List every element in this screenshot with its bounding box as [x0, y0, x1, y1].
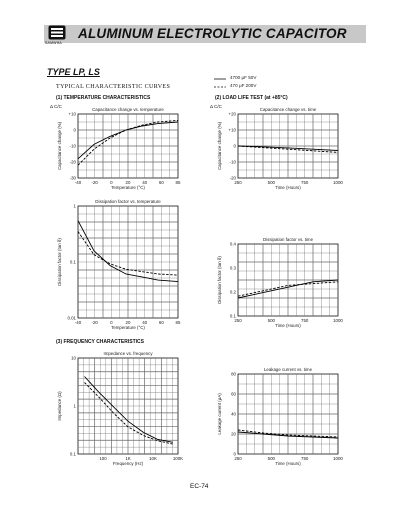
chart-cap-vs-temp: [48, 100, 198, 194]
legend-label-2: 470 μF 200V: [230, 83, 257, 88]
y-axis-label: Impedance (Ω): [57, 391, 62, 421]
y-tick-label: -10: [69, 143, 76, 149]
y-tick-label: 0.1: [229, 313, 236, 319]
y-tick-label: -20: [69, 159, 76, 165]
y-tick-label: +10: [68, 111, 76, 117]
y-tick-label: 1: [73, 403, 76, 409]
x-tick-label: 750: [301, 456, 309, 461]
samwha-logo-icon: [48, 25, 66, 40]
x-tick-label: 500: [267, 456, 275, 461]
series-line-2: [85, 383, 173, 445]
temperature-section-heading: (1) TEMPERATURE CHARACTERISTICS: [56, 95, 151, 101]
x-tick-label: 750: [301, 180, 309, 185]
y-tick-label: 0.01: [67, 315, 76, 321]
section-marker: (1): [56, 95, 64, 101]
x-tick-label: 60: [158, 180, 164, 185]
y-tick-label: 1: [73, 203, 76, 209]
y-tick-label: -30: [69, 175, 76, 181]
x-axis-label: Temperature (°C): [111, 185, 145, 190]
load-life-section-heading: (2) LOAD LIFE TEST (at +85°C): [215, 95, 288, 101]
x-tick-label: 60: [158, 320, 164, 325]
x-tick-label: 250: [234, 180, 242, 185]
chart-title: Capacitance change vs. time: [259, 107, 317, 112]
x-axis-label: Frequency (Hz): [112, 461, 144, 466]
chart-imp-vs-freq: [48, 344, 198, 470]
x-tick-label: 20: [125, 320, 131, 325]
x-tick-label: 40: [142, 180, 148, 185]
chart-title: Dissipation factor vs. temperature: [95, 199, 161, 204]
x-tick-label: 100: [99, 456, 107, 461]
y-tick-label: 60: [231, 391, 236, 397]
x-tick-label: 85: [175, 320, 181, 325]
y-tick-label: 20: [231, 431, 236, 437]
panel-label: Δ C/C: [210, 104, 223, 109]
frequency-section-heading: (3) FREQUENCY CHARACTERISTICS: [56, 339, 144, 345]
x-tick-label: -40: [74, 320, 82, 325]
x-tick-label: 85: [175, 180, 181, 185]
chart-title: Impedance vs. frequency: [103, 351, 153, 356]
section-marker: (2): [215, 95, 223, 101]
y-tick-label: +10: [228, 127, 236, 133]
y-tick-label: -10: [229, 159, 236, 165]
x-tick-label: 500: [267, 180, 275, 185]
x-tick-label: 0: [110, 320, 113, 325]
y-tick-label: 0.4: [229, 241, 236, 247]
y-axis-label: Dissipation factor (tan δ): [217, 256, 222, 304]
x-tick-label: -40: [74, 180, 82, 185]
x-tick-label: 1K: [125, 456, 131, 461]
y-tick-label: 80: [231, 371, 236, 377]
x-tick-label: 0: [110, 180, 113, 185]
chart-df-vs-temp: [48, 194, 198, 332]
series-line-1: [85, 377, 173, 443]
x-axis-label: Time (Hours): [275, 461, 301, 466]
y-tick-label: 0: [233, 451, 236, 457]
x-axis-label: Temperature (°C): [111, 325, 145, 330]
chart-cap-vs-time: [208, 100, 358, 194]
x-tick-label: 250: [234, 456, 242, 461]
y-tick-label: 0.3: [229, 265, 236, 271]
x-tick-label: 20: [125, 180, 131, 185]
y-axis-label: Leakage current (μA): [217, 393, 222, 435]
y-tick-label: 0.1: [69, 259, 76, 265]
x-axis-label: Time (Hours): [275, 185, 301, 190]
y-tick-label: 10: [71, 355, 76, 361]
section-marker: (3): [56, 339, 64, 345]
y-tick-label: 40: [231, 411, 236, 417]
y-tick-label: 0: [233, 143, 236, 149]
y-tick-label: 0: [73, 127, 76, 133]
panel-label: Δ C/C: [50, 104, 63, 109]
x-tick-label: 500: [267, 318, 275, 323]
y-tick-label: -20: [229, 175, 236, 181]
type-label: TYPE LP, LS: [47, 67, 100, 77]
x-tick-label: 1000: [333, 456, 343, 461]
x-tick-label: 250: [234, 318, 242, 323]
x-tick-label: 100K: [172, 456, 184, 461]
y-axis-label: Capacitance change (%): [57, 121, 62, 171]
chart-df-vs-time: [208, 232, 358, 332]
y-axis-label: Dissipation factor (tan δ): [57, 238, 62, 286]
x-tick-label: 1000: [333, 180, 343, 185]
page-number: EC-74: [190, 483, 209, 490]
legend-label-1: 4700 μF 50V: [230, 75, 257, 80]
y-tick-label: +20: [228, 111, 236, 117]
page-title: ALUMINUM ELECTROLYTIC CAPACITOR: [78, 26, 347, 41]
chart-title: Dissipation factor vs. time: [262, 237, 314, 242]
x-tick-label: 1000: [333, 318, 343, 323]
y-axis-label: Capacitance change (%): [217, 121, 222, 171]
x-tick-label: 750: [301, 318, 309, 323]
x-tick-label: -20: [91, 180, 98, 185]
x-tick-label: 40: [142, 320, 148, 325]
logo-subtext: SAMWHA: [45, 41, 62, 45]
chart-title: Leakage current vs. time: [263, 367, 313, 372]
y-tick-label: 0.2: [229, 289, 236, 295]
section-title: TYPICAL CHARACTERISTIC CURVES: [56, 84, 171, 90]
x-axis-label: Time (Hours): [275, 323, 301, 328]
chart-title: Capacitance change vs. temperature: [92, 107, 164, 112]
x-tick-label: -20: [91, 320, 98, 325]
x-tick-label: 10K: [149, 456, 157, 461]
y-tick-label: 0.1: [69, 451, 76, 457]
chart-lc-vs-time: [208, 362, 358, 470]
